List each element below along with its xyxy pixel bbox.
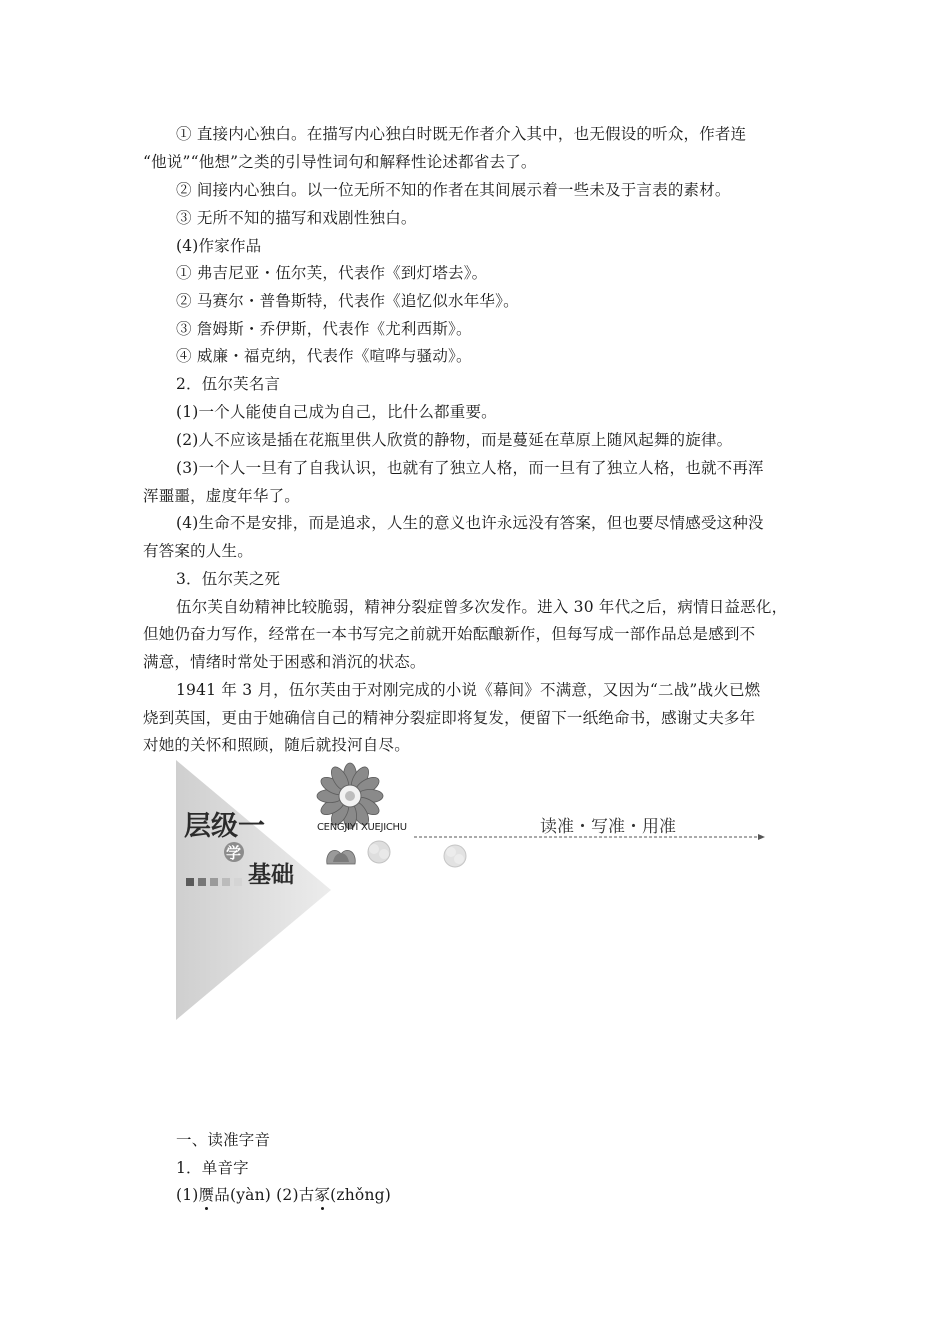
- paragraph-line: (4)生命不是安排，而是追求，人生的意义也许永远没有答案，但也要尽情感受这种没: [176, 514, 764, 532]
- banner-triangle: [176, 760, 331, 1020]
- decor-square: [210, 878, 218, 886]
- blossom-icon: [368, 841, 390, 863]
- paragraph-line: ① 直接内心独白。在描写内心独白时既无作者介入其中，也无假设的听众，作者连: [176, 125, 747, 143]
- decor-square: [234, 878, 242, 886]
- paragraph-line: 满意，情绪时常处于困惑和消沉的状态。: [143, 653, 426, 671]
- paragraph-line: (2)人不应该是插在花瓶里供人欣赏的静物，而是蔓延在草原上随风起舞的旋律。: [176, 431, 733, 449]
- decor-square: [222, 878, 230, 886]
- paragraph-line: 但她仍奋力写作，经常在一本书写完之前就开始酝酿新作，但每写成一部作品总是感到不: [143, 625, 756, 643]
- pronunciation-line: [176, 1185, 391, 1205]
- section-title: 一、读准字音: [176, 1131, 271, 1149]
- decor-square: [198, 878, 206, 886]
- arrow-head-icon: [758, 834, 765, 840]
- level-banner: [176, 760, 776, 1022]
- flower-icon: [317, 763, 383, 829]
- subsection-title: 1．单音字: [176, 1159, 249, 1177]
- item-prefix: (2)古: [271, 1186, 315, 1204]
- paragraph-line: (1)一个人能使自己成为自己，比什么都重要。: [176, 403, 497, 421]
- dotted-char: 冢: [314, 1186, 331, 1204]
- banner-subtitle: CENGJIYI XUEJICHU: [317, 822, 407, 833]
- paragraph-line: 烧到英国，更由于她确信自己的精神分裂症即将复发，便留下一纸绝命书，感谢丈夫多年: [143, 709, 756, 727]
- paragraph-line: 浑噩噩，虚度年华了。: [143, 487, 301, 505]
- paragraph-line: ④ 威廉・福克纳，代表作《喧哗与骚动》。: [176, 347, 472, 365]
- banner-graphic: [176, 760, 776, 1022]
- paragraph-line: ③ 詹姆斯・乔伊斯，代表作《尤利西斯》。: [176, 320, 472, 338]
- blossom-icon: [444, 845, 466, 867]
- paragraph-line: 对她的关怀和照顾，随后就投河自尽。: [143, 736, 410, 754]
- item-rest: 品(yàn): [214, 1186, 272, 1204]
- section-heading: 2．伍尔芙名言: [176, 375, 281, 393]
- banner-title-line1: 层级一: [184, 811, 265, 842]
- paragraph-line: ② 马赛尔・普鲁斯特，代表作《追忆似水年华》。: [176, 292, 519, 310]
- banner-right-text: 读准・写准・用准: [540, 817, 676, 837]
- item-prefix: (1): [176, 1186, 199, 1204]
- lotus-icon: [327, 850, 356, 864]
- dotted-char: 赝: [198, 1186, 215, 1204]
- paragraph-line: “他说”“他想”之类的引导性词句和解释性论述都省去了。: [143, 153, 537, 171]
- paragraph-line: (4)作家作品: [176, 237, 262, 255]
- paragraph-line: ① 弗吉尼亚・伍尔芙，代表作《到灯塔去》。: [176, 264, 488, 282]
- paragraph-line: 有答案的人生。: [143, 542, 253, 560]
- paragraph-line: 伍尔芙自幼精神比较脆弱，精神分裂症曾多次发作。进入 30 年代之后，病情日益恶化，: [176, 598, 788, 616]
- decor-square: [186, 878, 194, 886]
- paragraph-line: ② 间接内心独白。以一位无所不知的作者在其间展示着一些未及于言表的素材。: [176, 181, 731, 199]
- banner-title-circle-char: 学: [226, 844, 242, 862]
- paragraph-line: 1941 年 3 月，伍尔芙由于对刚完成的小说《幕间》不满意，又因为“二战”战火已燃: [176, 681, 761, 699]
- item-rest: (zhǒng): [330, 1186, 392, 1204]
- paragraph-line: (3)一个人一旦有了自我认识，也就有了独立人格，而一旦有了独立人格，也就不再浑: [176, 459, 764, 477]
- banner-title-line2: 基础: [248, 862, 294, 888]
- section-heading: 3．伍尔芙之死: [176, 570, 281, 588]
- paragraph-line: ③ 无所不知的描写和戏剧性独白。: [176, 209, 417, 227]
